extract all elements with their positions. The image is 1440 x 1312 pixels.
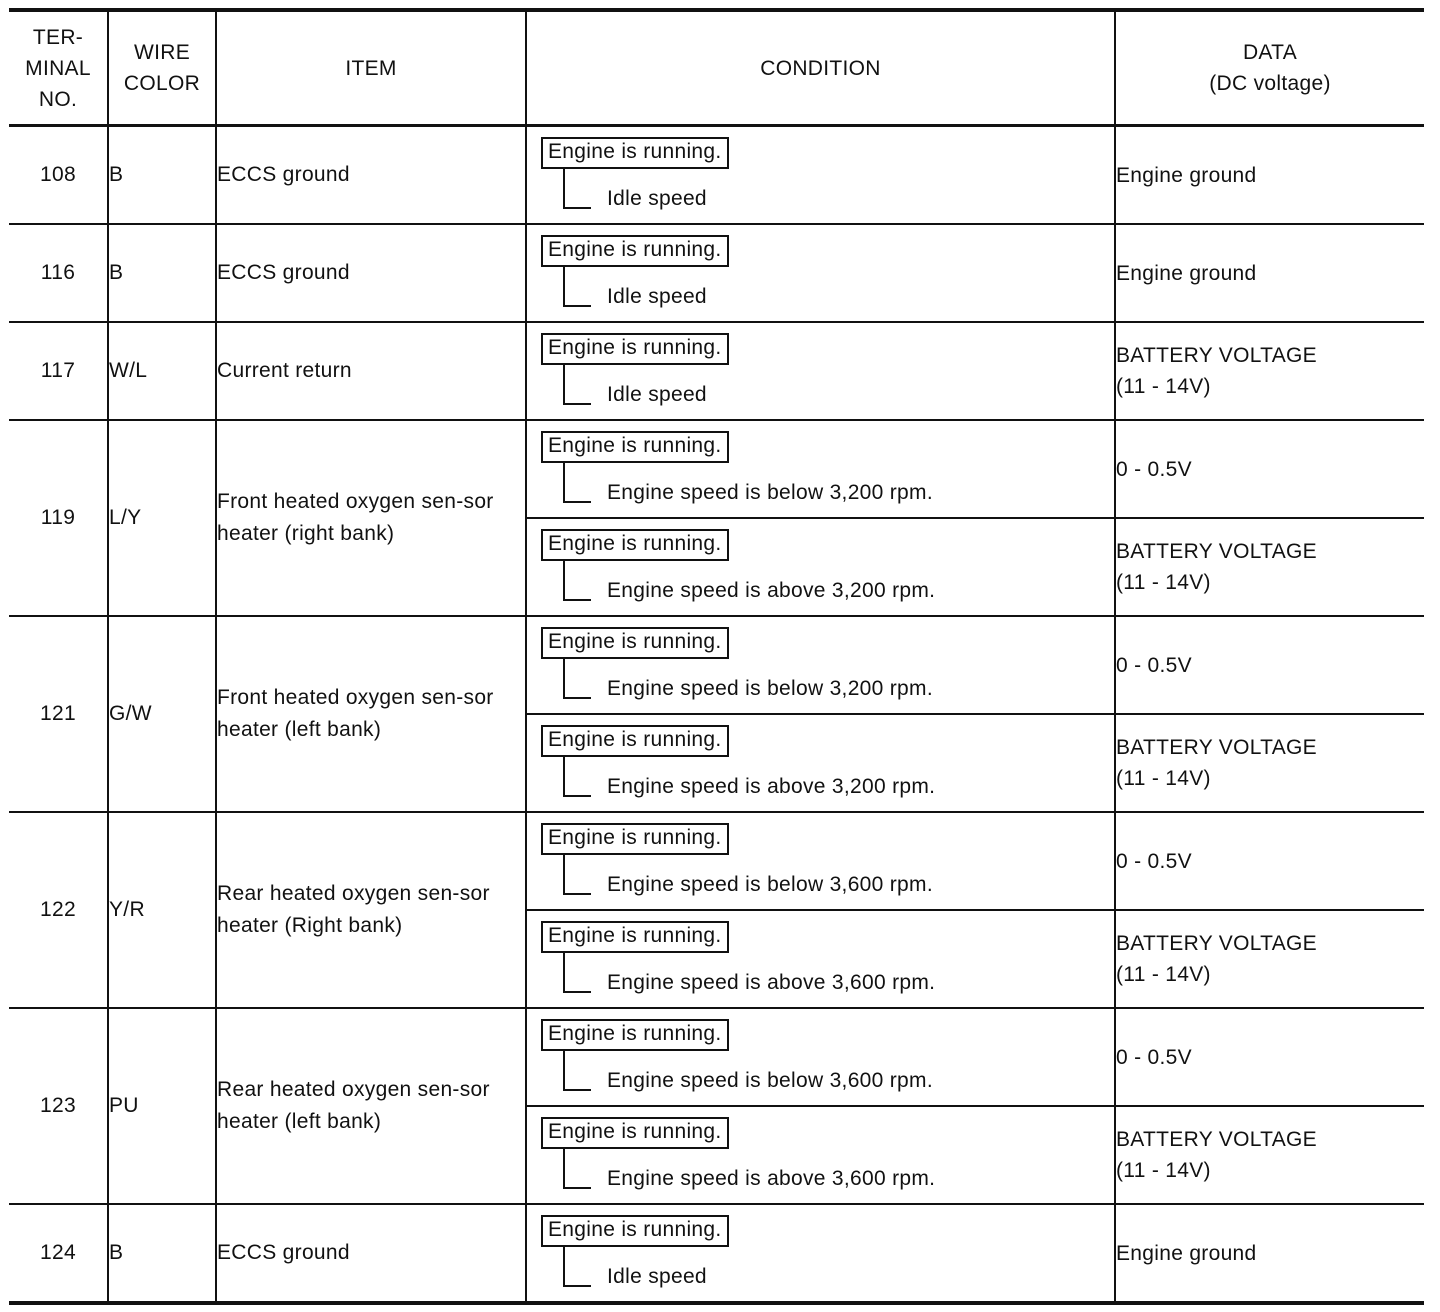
data-value-line: Engine ground bbox=[1116, 1241, 1257, 1265]
header-condition: CONDITION bbox=[526, 10, 1115, 126]
item-description: Front heated oxygen sen-sor heater (left bank) bbox=[216, 616, 526, 812]
condition-cell bbox=[526, 1008, 1115, 1106]
table-row bbox=[9, 322, 1424, 420]
data-value bbox=[1115, 224, 1424, 322]
condition-state-box: Engine is running. bbox=[541, 529, 729, 561]
data-value-line: 0 - 0.5V bbox=[1116, 457, 1192, 481]
condition-detail: Idle speed bbox=[607, 383, 707, 406]
branch-connector bbox=[563, 561, 591, 601]
data-value bbox=[1115, 1008, 1424, 1106]
condition-state-box: Engine is running. bbox=[541, 921, 729, 953]
terminal-number: 116 bbox=[9, 224, 108, 322]
condition-detail: Engine speed is above 3,600 rpm. bbox=[607, 1167, 936, 1190]
terminal-number: 122 bbox=[9, 812, 108, 1008]
data-value-line: 0 - 0.5V bbox=[1116, 849, 1192, 873]
terminal-number: 119 bbox=[9, 420, 108, 616]
condition-detail: Idle speed bbox=[607, 1265, 707, 1288]
data-value-line: Engine ground bbox=[1116, 261, 1257, 285]
condition-state-box: Engine is running. bbox=[541, 431, 729, 463]
header-wire-color: WIRE COLOR bbox=[108, 10, 216, 126]
branch-connector bbox=[563, 1149, 591, 1189]
item-description: Front heated oxygen sen-sor heater (right bank) bbox=[216, 420, 526, 616]
wire-color: B bbox=[108, 126, 216, 225]
condition-detail: Engine speed is below 3,600 rpm. bbox=[607, 873, 933, 896]
branch-connector bbox=[563, 953, 591, 993]
item-description: ECCS ground bbox=[216, 126, 526, 225]
table-row bbox=[9, 420, 1424, 518]
header-data: DATA (DC voltage) bbox=[1115, 10, 1424, 126]
condition-state-box: Engine is running. bbox=[541, 725, 729, 757]
branch-connector bbox=[563, 757, 591, 797]
data-value-line: (11 - 14V) bbox=[1116, 963, 1211, 986]
branch-connector bbox=[563, 855, 591, 895]
data-value bbox=[1115, 322, 1424, 420]
data-value-line: (11 - 14V) bbox=[1116, 375, 1211, 398]
condition-detail: Engine speed is below 3,200 rpm. bbox=[607, 481, 933, 504]
condition-detail: Idle speed bbox=[607, 285, 707, 308]
condition-detail: Idle speed bbox=[607, 187, 707, 210]
table-body bbox=[9, 126, 1424, 1304]
branch-connector bbox=[563, 463, 591, 503]
condition-state-box: Engine is running. bbox=[541, 1215, 729, 1247]
terminal-data-table bbox=[9, 8, 1424, 1305]
condition-cell bbox=[526, 616, 1115, 714]
wire-color: B bbox=[108, 1204, 216, 1303]
table-row bbox=[9, 616, 1424, 714]
branch-connector bbox=[563, 365, 591, 405]
wire-color: Y/R bbox=[108, 812, 216, 1008]
data-value-line: BATTERY VOLTAGE bbox=[1116, 1128, 1317, 1151]
data-value bbox=[1115, 714, 1424, 812]
item-description: Rear heated oxygen sen-sor heater (left bank) bbox=[216, 1008, 526, 1204]
item-description: Current return bbox=[216, 322, 526, 420]
data-value-line: (11 - 14V) bbox=[1116, 767, 1211, 790]
table-row bbox=[9, 224, 1424, 322]
terminal-number: 117 bbox=[9, 322, 108, 420]
condition-cell bbox=[526, 224, 1115, 322]
condition-state-box: Engine is running. bbox=[541, 333, 729, 365]
condition-state-box: Engine is running. bbox=[541, 823, 729, 855]
data-value bbox=[1115, 812, 1424, 910]
data-value-line: BATTERY VOLTAGE bbox=[1116, 736, 1317, 759]
table-row bbox=[9, 812, 1424, 910]
data-value bbox=[1115, 518, 1424, 616]
condition-cell bbox=[526, 126, 1115, 225]
condition-state-box: Engine is running. bbox=[541, 1019, 729, 1051]
data-value-line: Engine ground bbox=[1116, 163, 1257, 187]
branch-connector bbox=[563, 1247, 591, 1287]
condition-cell bbox=[526, 322, 1115, 420]
data-value-line: BATTERY VOLTAGE bbox=[1116, 932, 1317, 955]
branch-connector bbox=[563, 1051, 591, 1091]
terminal-number: 123 bbox=[9, 1008, 108, 1204]
condition-detail: Engine speed is below 3,200 rpm. bbox=[607, 677, 933, 700]
table-header-row bbox=[9, 10, 1424, 126]
condition-detail: Engine speed is above 3,200 rpm. bbox=[607, 579, 936, 602]
condition-state-box: Engine is running. bbox=[541, 627, 729, 659]
terminal-number: 124 bbox=[9, 1204, 108, 1303]
condition-cell bbox=[526, 1106, 1115, 1204]
data-value-line: 0 - 0.5V bbox=[1116, 1045, 1192, 1069]
data-value-line: 0 - 0.5V bbox=[1116, 653, 1192, 677]
table-row bbox=[9, 1204, 1424, 1303]
branch-connector bbox=[563, 267, 591, 307]
condition-cell bbox=[526, 910, 1115, 1008]
data-value-line: BATTERY VOLTAGE bbox=[1116, 344, 1317, 367]
branch-connector bbox=[563, 659, 591, 699]
wire-color: W/L bbox=[108, 322, 216, 420]
wire-color: PU bbox=[108, 1008, 216, 1204]
data-value bbox=[1115, 1204, 1424, 1303]
terminal-number: 121 bbox=[9, 616, 108, 812]
data-value bbox=[1115, 126, 1424, 225]
item-description: ECCS ground bbox=[216, 224, 526, 322]
data-value bbox=[1115, 616, 1424, 714]
data-value bbox=[1115, 420, 1424, 518]
condition-cell bbox=[526, 1204, 1115, 1303]
table-row bbox=[9, 126, 1424, 225]
condition-cell bbox=[526, 812, 1115, 910]
condition-detail: Engine speed is below 3,600 rpm. bbox=[607, 1069, 933, 1092]
condition-state-box: Engine is running. bbox=[541, 235, 729, 267]
data-value bbox=[1115, 1106, 1424, 1204]
wire-color: G/W bbox=[108, 616, 216, 812]
condition-detail: Engine speed is above 3,600 rpm. bbox=[607, 971, 936, 994]
wire-color: L/Y bbox=[108, 420, 216, 616]
branch-connector bbox=[563, 169, 591, 209]
table-row bbox=[9, 1008, 1424, 1106]
condition-detail: Engine speed is above 3,200 rpm. bbox=[607, 775, 936, 798]
terminal-number: 108 bbox=[9, 126, 108, 225]
header-terminal-no: TER- MINAL NO. bbox=[9, 10, 108, 126]
item-description: ECCS ground bbox=[216, 1204, 526, 1303]
data-value-line: BATTERY VOLTAGE bbox=[1116, 540, 1317, 563]
condition-cell bbox=[526, 420, 1115, 518]
condition-state-box: Engine is running. bbox=[541, 137, 729, 169]
condition-cell bbox=[526, 518, 1115, 616]
wire-color: B bbox=[108, 224, 216, 322]
data-value-line: (11 - 14V) bbox=[1116, 1159, 1211, 1182]
header-item: ITEM bbox=[216, 10, 526, 126]
data-value bbox=[1115, 910, 1424, 1008]
condition-state-box: Engine is running. bbox=[541, 1117, 729, 1149]
condition-cell bbox=[526, 714, 1115, 812]
data-value-line: (11 - 14V) bbox=[1116, 571, 1211, 594]
item-description: Rear heated oxygen sen-sor heater (Right bank) bbox=[216, 812, 526, 1008]
